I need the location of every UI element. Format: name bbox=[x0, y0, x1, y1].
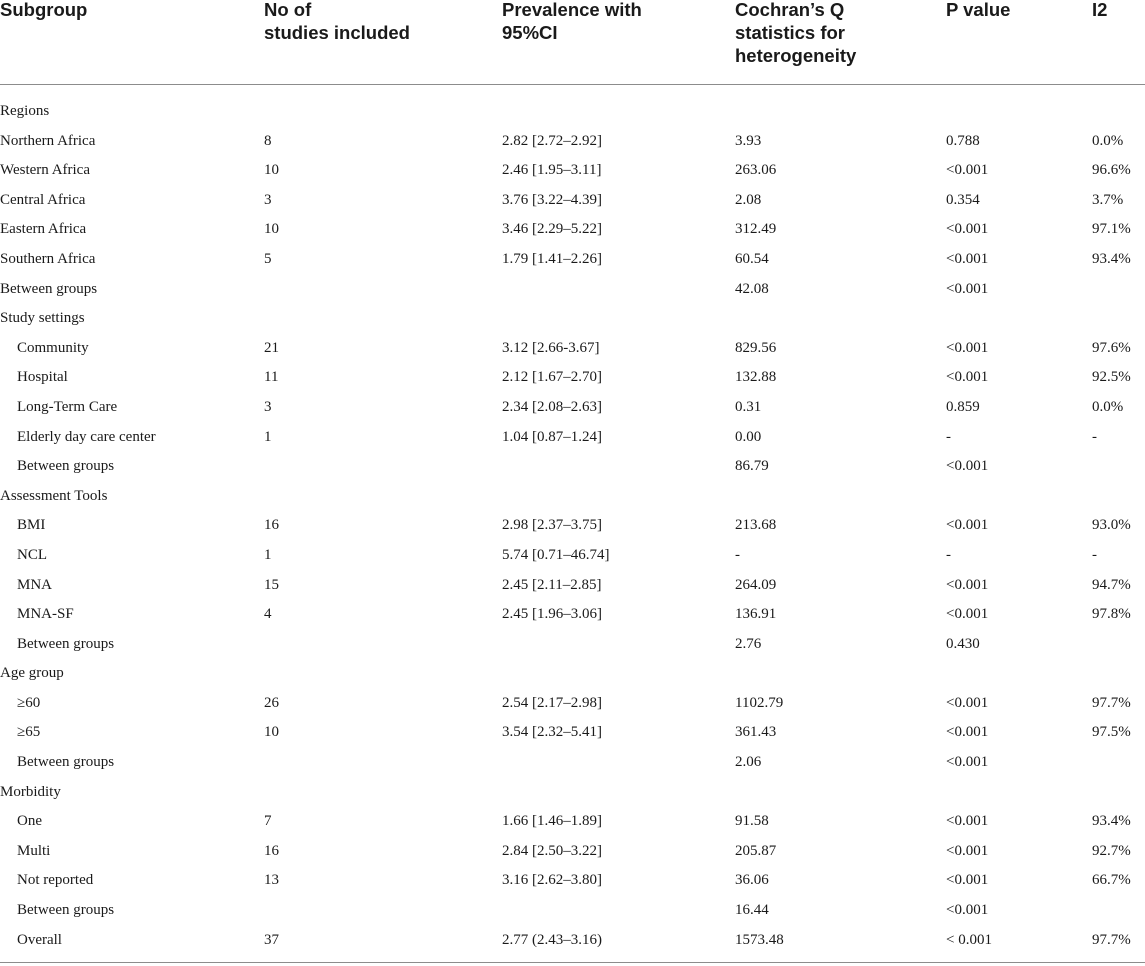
p-value-cell: <0.001 bbox=[946, 517, 989, 534]
p-value-cell: 0.430 bbox=[946, 635, 980, 652]
header-p-value: P value bbox=[946, 0, 1011, 20]
table-row bbox=[0, 807, 1145, 837]
subgroup-cell: ≥65 bbox=[17, 724, 41, 741]
subgroup-cell: Between groups bbox=[17, 902, 115, 919]
q-statistic-cell: - bbox=[735, 546, 740, 563]
i2-cell: 0.0% bbox=[1092, 132, 1124, 149]
table-row bbox=[0, 837, 1145, 867]
i2-cell: 93.0% bbox=[1092, 517, 1131, 534]
studies-cell: 15 bbox=[264, 576, 279, 593]
p-value-cell: <0.001 bbox=[946, 872, 989, 889]
prevalence-cell: 2.45 [2.11–2.85] bbox=[502, 576, 602, 593]
i2-cell: 97.8% bbox=[1092, 606, 1131, 623]
subgroup-cell: Between groups bbox=[17, 458, 115, 475]
i2-cell: 97.6% bbox=[1092, 339, 1131, 356]
table-row bbox=[0, 452, 1145, 482]
table-row bbox=[0, 896, 1145, 926]
studies-cell: 8 bbox=[264, 132, 272, 149]
subgroup-cell: NCL bbox=[17, 546, 47, 563]
p-value-cell: 0.354 bbox=[946, 191, 980, 208]
p-value-cell: <0.001 bbox=[946, 576, 989, 593]
p-value-cell: <0.001 bbox=[946, 280, 989, 297]
p-value-cell: <0.001 bbox=[946, 902, 989, 919]
subgroup-cell: ≥60 bbox=[17, 694, 41, 711]
i2-cell: - bbox=[1092, 428, 1097, 445]
q-statistic-cell: 264.09 bbox=[735, 576, 777, 593]
table-row bbox=[0, 511, 1145, 541]
subgroup-cell: BMI bbox=[17, 517, 46, 534]
prevalence-cell: 2.34 [2.08–2.63] bbox=[502, 398, 602, 415]
table-row bbox=[0, 156, 1145, 186]
p-value-cell: - bbox=[946, 428, 951, 445]
prevalence-cell: 5.74 [0.71–46.74] bbox=[502, 546, 610, 563]
prevalence-cell: 1.04 [0.87–1.24] bbox=[502, 428, 602, 445]
subgroup-cell: Overall bbox=[17, 931, 62, 948]
table-row bbox=[0, 630, 1145, 660]
header-prevalence: Prevalence with 95%CI bbox=[502, 0, 642, 43]
q-statistic-cell: 1102.79 bbox=[735, 694, 784, 711]
studies-cell: 13 bbox=[264, 872, 279, 889]
subgroup-cell: One bbox=[17, 813, 42, 830]
table-row bbox=[0, 659, 1145, 689]
table-bottom-rule bbox=[0, 962, 1145, 963]
table-header bbox=[0, 0, 1145, 85]
studies-cell: 10 bbox=[264, 221, 279, 238]
subgroup-cell: Southern Africa bbox=[0, 250, 96, 267]
q-statistic-cell: 829.56 bbox=[735, 339, 777, 356]
prevalence-cell: 2.46 [1.95–3.11] bbox=[502, 162, 602, 179]
q-statistic-cell: 263.06 bbox=[735, 162, 777, 179]
p-value-cell: <0.001 bbox=[946, 694, 989, 711]
prevalence-cell: 3.76 [3.22–4.39] bbox=[502, 191, 602, 208]
studies-cell: 5 bbox=[264, 250, 272, 267]
i2-cell: 96.6% bbox=[1092, 162, 1131, 179]
table-row bbox=[0, 363, 1145, 393]
i2-cell: 97.7% bbox=[1092, 931, 1131, 948]
header-studies-count: No of studies included bbox=[264, 0, 410, 43]
prevalence-cell: 2.77 (2.43–3.16) bbox=[502, 931, 602, 948]
studies-cell: 3 bbox=[264, 191, 272, 208]
subgroup-cell: Elderly day care center bbox=[17, 428, 156, 445]
studies-cell: 7 bbox=[264, 813, 272, 830]
p-value-cell: <0.001 bbox=[946, 339, 989, 356]
q-statistic-cell: 2.76 bbox=[735, 635, 762, 652]
q-statistic-cell: 60.54 bbox=[735, 250, 769, 267]
subgroup-cell: Age group bbox=[0, 665, 64, 682]
table-row bbox=[0, 423, 1145, 453]
studies-cell: 10 bbox=[264, 724, 279, 741]
table-row bbox=[0, 748, 1145, 778]
prevalence-cell: 3.12 [2.66-3.67] bbox=[502, 339, 600, 356]
table-row bbox=[0, 127, 1145, 157]
p-value-cell: <0.001 bbox=[946, 813, 989, 830]
table-row bbox=[0, 778, 1145, 808]
q-statistic-cell: 16.44 bbox=[735, 902, 769, 919]
subgroup-cell: Morbidity bbox=[0, 783, 61, 800]
i2-cell: 94.7% bbox=[1092, 576, 1131, 593]
p-value-cell: <0.001 bbox=[946, 369, 989, 386]
subgroup-cell: Between groups bbox=[0, 280, 98, 297]
i2-cell: 0.0% bbox=[1092, 398, 1124, 415]
p-value-cell: - bbox=[946, 546, 951, 563]
table-row bbox=[0, 482, 1145, 512]
q-statistic-cell: 3.93 bbox=[735, 132, 762, 149]
i2-cell: 3.7% bbox=[1092, 191, 1124, 208]
subgroup-cell: Assessment Tools bbox=[0, 487, 108, 504]
table-row bbox=[0, 215, 1145, 245]
prevalence-cell: 2.84 [2.50–3.22] bbox=[502, 842, 602, 859]
table-row bbox=[0, 571, 1145, 601]
studies-cell: 21 bbox=[264, 339, 279, 356]
table-row bbox=[0, 393, 1145, 423]
table-body bbox=[0, 97, 1145, 955]
q-statistic-cell: 2.06 bbox=[735, 754, 762, 771]
prevalence-cell: 3.46 [2.29–5.22] bbox=[502, 221, 602, 238]
q-statistic-cell: 0.00 bbox=[735, 428, 762, 445]
table-row bbox=[0, 689, 1145, 719]
q-statistic-cell: 0.31 bbox=[735, 398, 762, 415]
q-statistic-cell: 42.08 bbox=[735, 280, 769, 297]
studies-cell: 1 bbox=[264, 428, 272, 445]
subgroup-cell: Northern Africa bbox=[0, 132, 96, 149]
header-cochrans-q: Cochran’s Q statistics for heterogeneity bbox=[735, 0, 857, 66]
q-statistic-cell: 91.58 bbox=[735, 813, 769, 830]
p-value-cell: 0.859 bbox=[946, 398, 980, 415]
prevalence-cell: 2.98 [2.37–3.75] bbox=[502, 517, 602, 534]
subgroup-cell: MNA bbox=[17, 576, 53, 593]
table-row bbox=[0, 275, 1145, 305]
prevalence-cell: 2.45 [1.96–3.06] bbox=[502, 606, 602, 623]
p-value-cell: <0.001 bbox=[946, 250, 989, 267]
q-statistic-cell: 1573.48 bbox=[735, 931, 784, 948]
q-statistic-cell: 132.88 bbox=[735, 369, 777, 386]
p-value-cell: <0.001 bbox=[946, 458, 989, 475]
q-statistic-cell: 86.79 bbox=[735, 458, 769, 475]
table-row bbox=[0, 541, 1145, 571]
i2-cell: 92.7% bbox=[1092, 842, 1131, 859]
i2-cell: - bbox=[1092, 546, 1097, 563]
header-subgroup: Subgroup bbox=[0, 0, 88, 20]
studies-cell: 16 bbox=[264, 842, 279, 859]
table-row bbox=[0, 97, 1145, 127]
studies-cell: 1 bbox=[264, 546, 272, 563]
subgroup-prevalence-table bbox=[0, 0, 1145, 85]
subgroup-cell: MNA-SF bbox=[17, 606, 74, 623]
subgroup-cell: Central Africa bbox=[0, 191, 86, 208]
p-value-cell: 0.788 bbox=[946, 132, 980, 149]
q-statistic-cell: 2.08 bbox=[735, 191, 762, 208]
subgroup-cell: Study settings bbox=[0, 310, 85, 327]
i2-cell: 97.7% bbox=[1092, 694, 1131, 711]
p-value-cell: <0.001 bbox=[946, 162, 989, 179]
table-row bbox=[0, 600, 1145, 630]
subgroup-cell: Between groups bbox=[17, 635, 115, 652]
studies-cell: 4 bbox=[264, 606, 272, 623]
prevalence-cell: 2.12 [1.67–2.70] bbox=[502, 369, 602, 386]
table-row bbox=[0, 334, 1145, 364]
prevalence-cell: 2.82 [2.72–2.92] bbox=[502, 132, 602, 149]
studies-cell: 26 bbox=[264, 694, 279, 711]
prevalence-cell: 1.66 [1.46–1.89] bbox=[502, 813, 602, 830]
i2-cell: 93.4% bbox=[1092, 813, 1131, 830]
table-row bbox=[0, 926, 1145, 956]
subgroup-cell: Long-Term Care bbox=[17, 398, 118, 415]
subgroup-cell: Not reported bbox=[17, 872, 94, 889]
i2-cell: 93.4% bbox=[1092, 250, 1131, 267]
q-statistic-cell: 136.91 bbox=[735, 606, 777, 623]
p-value-cell: <0.001 bbox=[946, 842, 989, 859]
studies-cell: 16 bbox=[264, 517, 279, 534]
q-statistic-cell: 213.68 bbox=[735, 517, 777, 534]
prevalence-cell: 2.54 [2.17–2.98] bbox=[502, 694, 602, 711]
p-value-cell: <0.001 bbox=[946, 606, 989, 623]
studies-cell: 37 bbox=[264, 931, 279, 948]
subgroup-cell: Multi bbox=[17, 842, 51, 859]
q-statistic-cell: 205.87 bbox=[735, 842, 777, 859]
table-row bbox=[0, 718, 1145, 748]
table-row bbox=[0, 304, 1145, 334]
prevalence-cell: 1.79 [1.41–2.26] bbox=[502, 250, 602, 267]
table-row bbox=[0, 186, 1145, 216]
table-row bbox=[0, 245, 1145, 275]
subgroup-cell: Between groups bbox=[17, 754, 115, 771]
subgroup-cell: Hospital bbox=[17, 369, 68, 386]
studies-cell: 10 bbox=[264, 162, 279, 179]
p-value-cell: <0.001 bbox=[946, 221, 989, 238]
p-value-cell: <0.001 bbox=[946, 754, 989, 771]
subgroup-cell: Western Africa bbox=[0, 162, 90, 179]
i2-cell: 66.7% bbox=[1092, 872, 1131, 889]
q-statistic-cell: 312.49 bbox=[735, 221, 777, 238]
studies-cell: 11 bbox=[264, 369, 279, 386]
table-row bbox=[0, 866, 1145, 896]
i2-cell: 97.1% bbox=[1092, 221, 1131, 238]
subgroup-cell: Regions bbox=[0, 103, 50, 119]
q-statistic-cell: 36.06 bbox=[735, 872, 769, 889]
i2-cell: 92.5% bbox=[1092, 369, 1131, 386]
subgroup-cell: Eastern Africa bbox=[0, 221, 87, 238]
prevalence-cell: 3.54 [2.32–5.41] bbox=[502, 724, 602, 741]
studies-cell: 3 bbox=[264, 398, 272, 415]
p-value-cell: <0.001 bbox=[946, 724, 989, 741]
i2-cell: 97.5% bbox=[1092, 724, 1131, 741]
subgroup-cell: Community bbox=[17, 339, 89, 356]
q-statistic-cell: 361.43 bbox=[735, 724, 777, 741]
p-value-cell: < 0.001 bbox=[946, 931, 992, 948]
header-i2: I2 bbox=[1092, 0, 1108, 20]
prevalence-cell: 3.16 [2.62–3.80] bbox=[502, 872, 602, 889]
